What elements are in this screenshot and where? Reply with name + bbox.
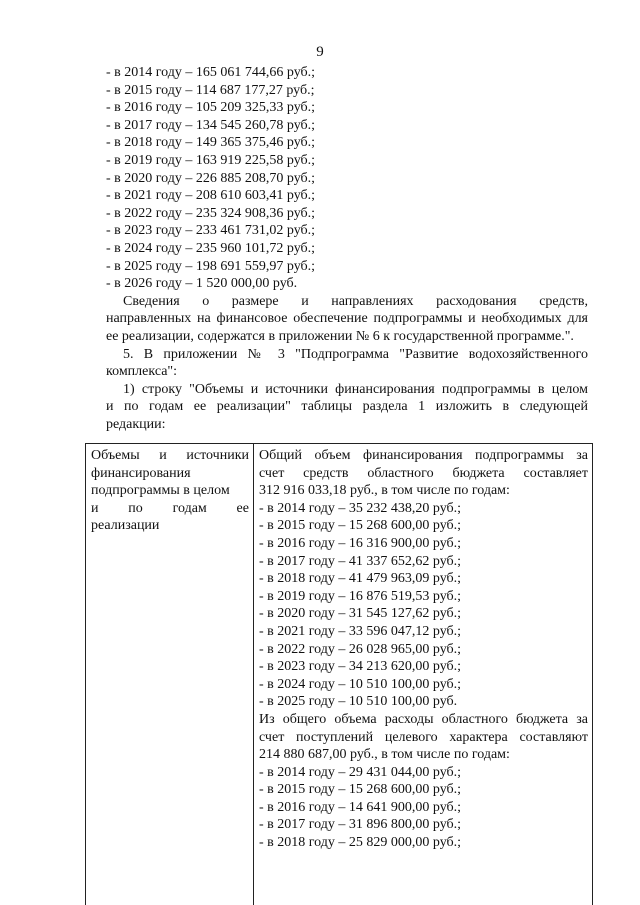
targeted-receipts-by-year-list: [259, 764, 588, 852]
cell-line: подпрограммы в целом: [91, 483, 230, 499]
paragraph-line: 1) строку "Объемы и источники финансирования подпрограммы в целом: [123, 381, 588, 397]
cell-line: и по годам ее: [91, 500, 249, 516]
paragraph-appendix-3: [106, 346, 588, 381]
paragraph-line: Сведения о размере и направлениях расходования средств,: [123, 293, 588, 309]
cell-line: счет средств областного бюджета составляет: [259, 465, 588, 481]
list-item: - в 2024 году – 235 960 101,72 руб.;: [106, 240, 316, 256]
list-item: - в 2016 году – 14 641 900,00 руб.;: [259, 799, 462, 815]
list-item: - в 2018 году – 41 479 963,09 руб.;: [259, 571, 462, 587]
list-item: - в 2014 году – 165 061 744,66 руб.;: [106, 65, 316, 80]
list-item: - в 2016 году – 105 209 325,33 руб.;: [106, 100, 316, 116]
cell-line: 214 880 687,00 руб., в том числе по годам:: [259, 747, 510, 763]
list-item: - в 2015 году – 15 268 600,00 руб.;: [259, 518, 462, 534]
list-item: - в 2017 году – 31 896 800,00 руб.;: [259, 817, 462, 833]
list-item: - в 2017 году – 134 545 260,78 руб.;: [106, 117, 316, 133]
cell-line: 312 916 033,18 руб., в том числе по годам:: [259, 483, 510, 499]
paragraph-line: комплекса":: [106, 364, 178, 380]
list-item: - в 2022 году – 26 028 965,00 руб.;: [259, 641, 462, 657]
list-item: - в 2022 году – 235 324 908,36 руб.;: [106, 205, 316, 221]
paragraph-line: и по годам ее реализации" таблицы раздела 1 изложить в следующей: [106, 399, 588, 415]
list-item: - в 2018 году – 25 829 000,00 руб.;: [259, 835, 462, 851]
list-item: - в 2014 году – 35 232 438,20 руб.;: [259, 500, 462, 516]
list-item: - в 2020 году – 226 885 208,70 руб.;: [106, 170, 316, 186]
paragraph-amendment-instruction: [106, 381, 588, 434]
paragraph-line: 5. В приложении № 3 "Подпрограмма "Развитие водохозяйственного: [123, 346, 588, 362]
body-text: [106, 64, 588, 433]
financing-table: [85, 443, 593, 905]
cell-line: счет поступлений целевого характера составляют: [259, 729, 588, 745]
cell-line: Из общего объема расходы областного бюджета за: [259, 711, 588, 727]
total-financing-intro: [259, 447, 588, 500]
paragraph-line: редакции:: [106, 416, 166, 432]
targeted-receipts-intro: [259, 711, 588, 764]
list-item: - в 2015 году – 114 687 177,27 руб.;: [106, 82, 315, 98]
list-item: - в 2023 году – 233 461 731,02 руб.;: [106, 223, 316, 239]
cell-line: Общий объем финансирования подпрограммы за: [259, 448, 588, 463]
cell-line: финансирования: [91, 465, 191, 481]
list-item: - в 2019 году – 16 876 519,53 руб.;: [259, 588, 462, 604]
list-item: - в 2018 году – 149 365 375,46 руб.;: [106, 135, 316, 151]
paragraph-expenditure-info: [106, 293, 588, 346]
page-number: 9: [316, 44, 324, 60]
list-item: - в 2015 году – 15 268 600,00 руб.;: [259, 782, 462, 798]
table-cell-label: [86, 444, 254, 905]
list-item: - в 2021 году – 208 610 603,41 руб.;: [106, 188, 316, 204]
cell-line: Объемы и источники: [91, 448, 249, 463]
list-item: - в 2021 году – 33 596 047,12 руб.;: [259, 623, 462, 639]
list-item: - в 2014 году – 29 431 044,00 руб.;: [259, 764, 462, 780]
paragraph-line: ее реализации, содержатся в приложении № 6 к государственной программе.".: [106, 328, 574, 344]
list-item: - в 2024 году – 10 510 100,00 руб.;: [259, 676, 462, 692]
annual-amounts-list: [106, 64, 588, 293]
cell-line: реализации: [91, 518, 160, 534]
list-item: - в 2026 году – 1 520 000,00 руб.: [106, 276, 298, 292]
list-item: - в 2017 году – 41 337 652,62 руб.;: [259, 553, 462, 569]
list-item: - в 2016 году – 16 316 900,00 руб.;: [259, 535, 462, 551]
list-item: - в 2025 году – 10 510 100,00 руб.: [259, 694, 458, 710]
total-financing-by-year-list: [259, 500, 588, 711]
list-item: - в 2025 году – 198 691 559,97 руб.;: [106, 258, 316, 274]
list-item: - в 2019 году – 163 919 225,58 руб.;: [106, 152, 316, 168]
table-cell-content: [254, 444, 592, 905]
paragraph-line: направленных на финансовое обеспечение подпрограммы и необходимых для: [106, 311, 588, 327]
list-item: - в 2023 году – 34 213 620,00 руб.;: [259, 659, 462, 675]
list-item: - в 2020 году – 31 545 127,62 руб.;: [259, 606, 462, 622]
